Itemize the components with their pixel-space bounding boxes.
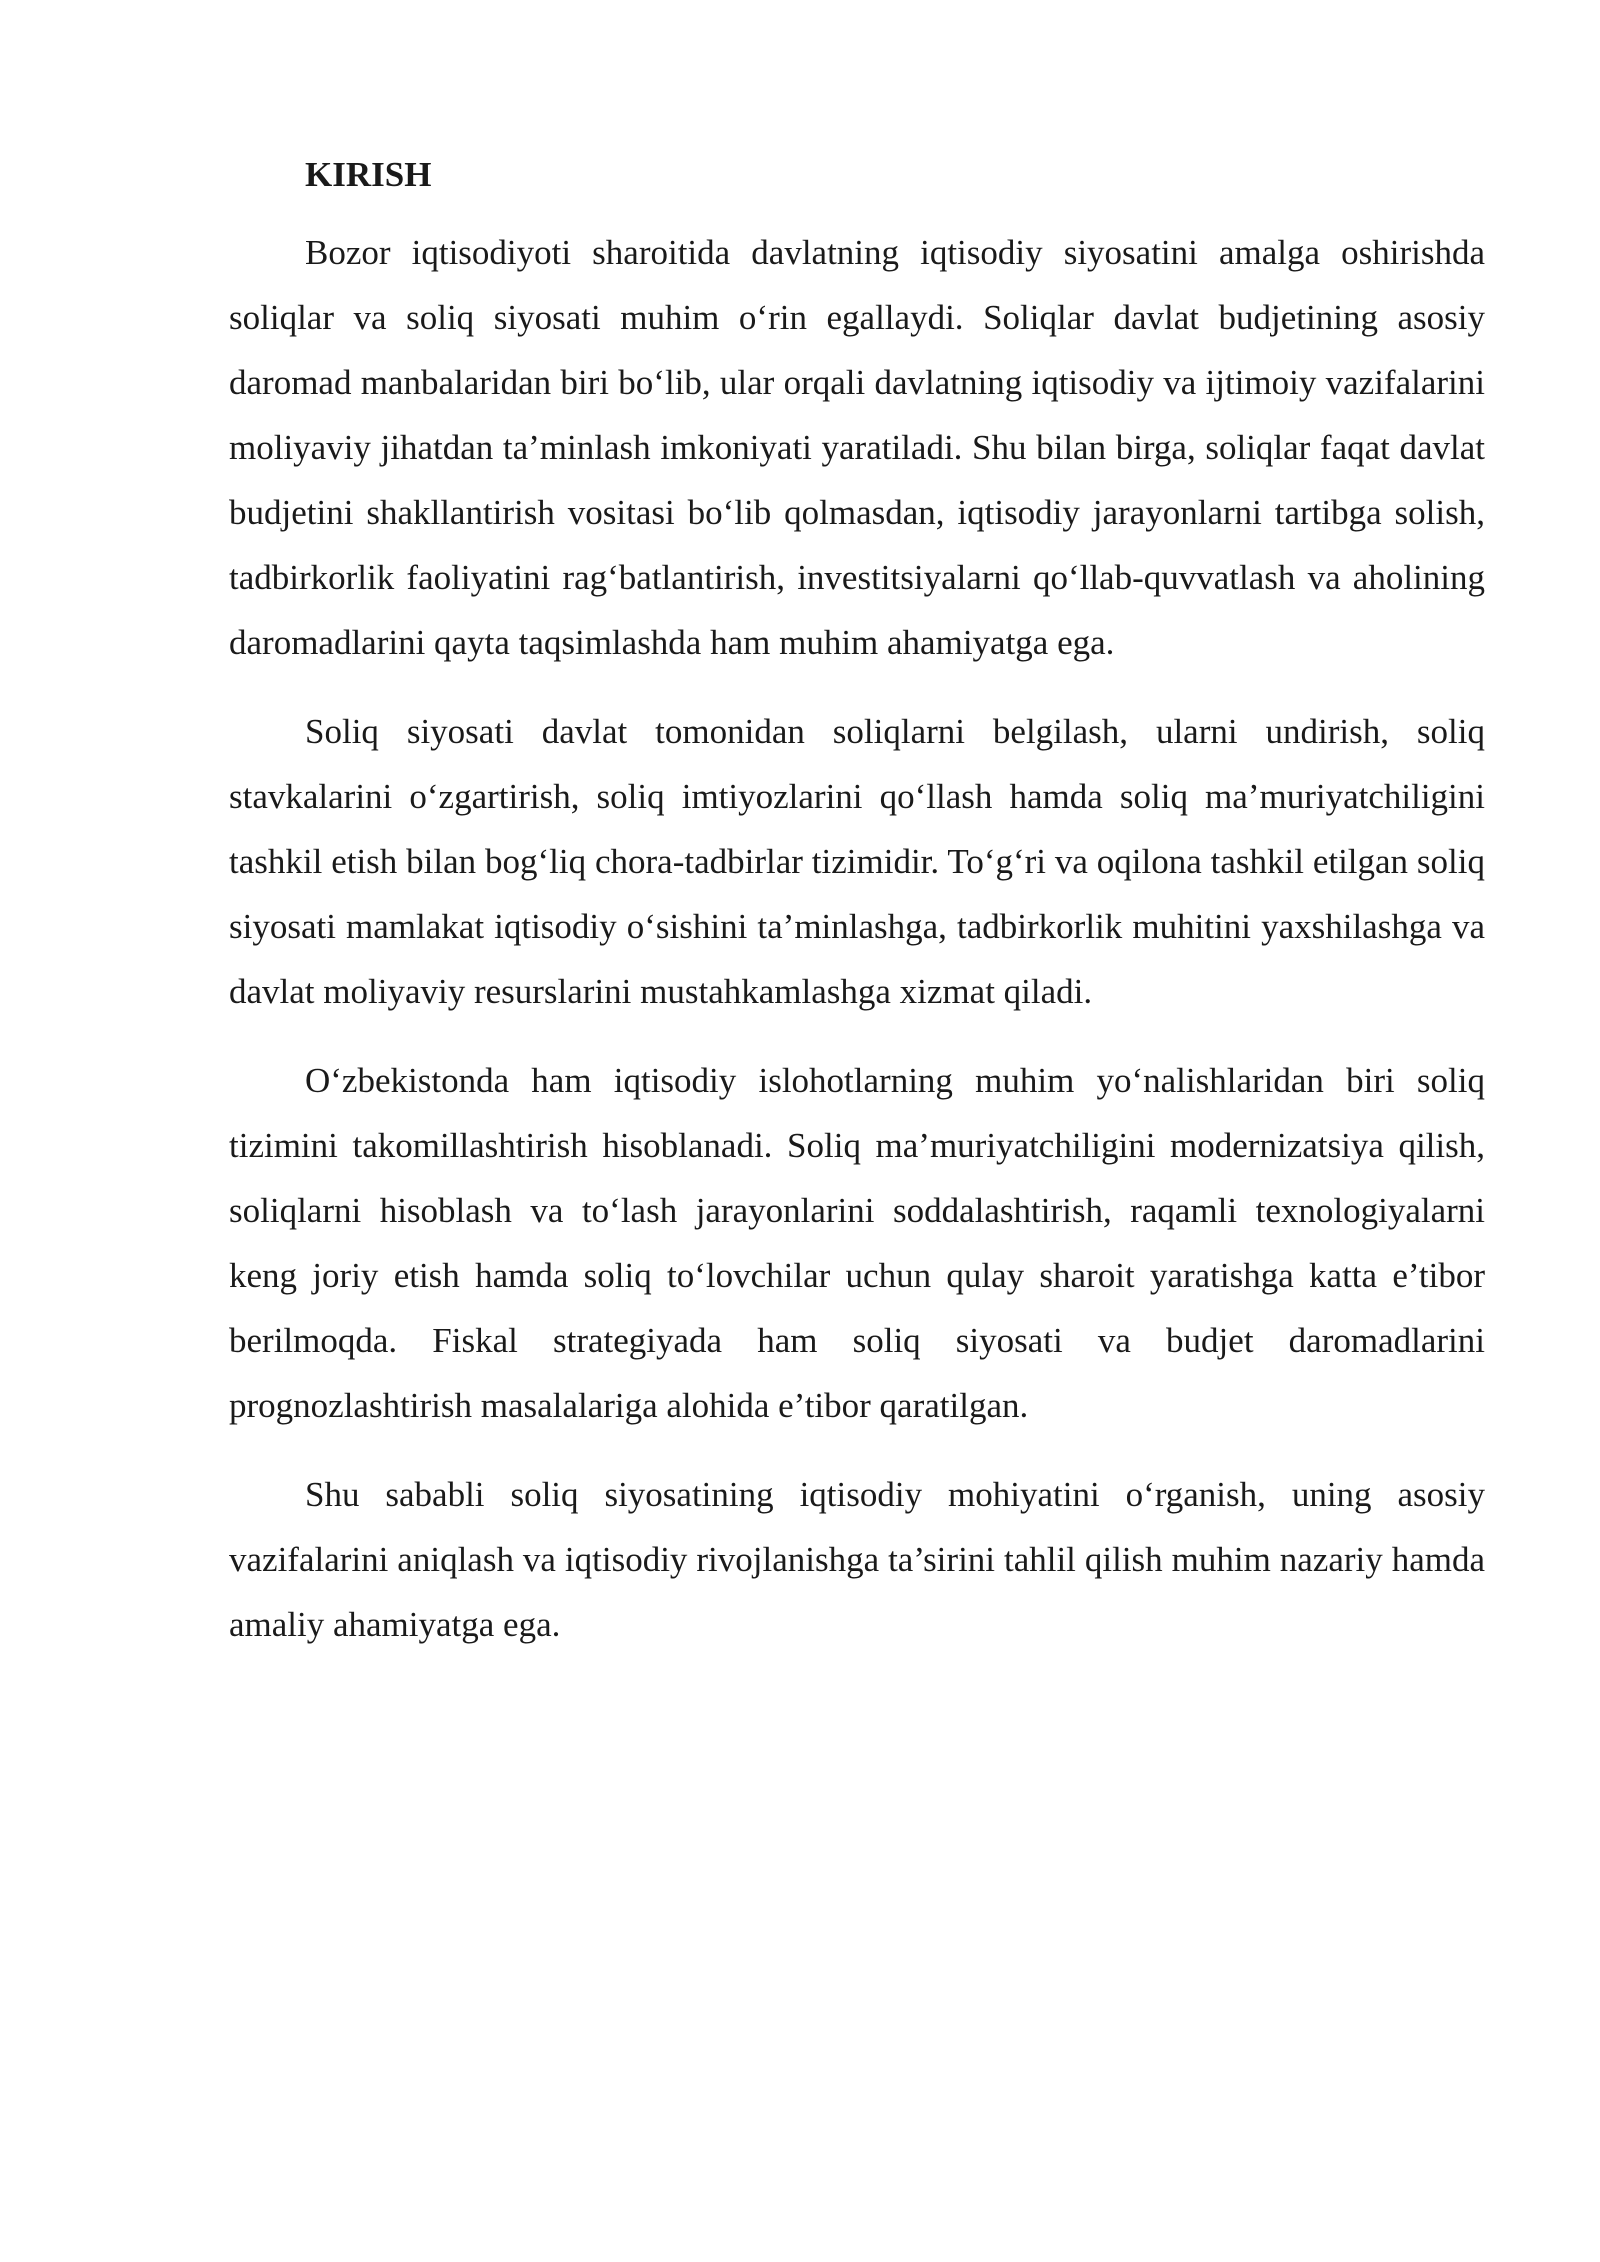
paragraph-2: Soliq siyosati davlat tomonidan soliqlarni belgilash, ularni undirish, soliq stavkalarini o‘zgartirish, soliq imtiyozlarini qo‘llash hamda soliq ma’muriyatchiligini tashkil etish bilan bog‘liq chora-tadbirlar tizimidir. To‘g‘ri va oqilona tashkil etilgan soliq siyosati mamlakat iqtisodiy o‘sishini ta’minlashga, tadbirkorlik muhitini yaxshilashga va davlat moliyaviy resurslarini mustahkamlashga xizmat qiladi. <box>229 712 1485 1011</box>
paragraph-1: Bozor iqtisodiyoti sharoitida davlatning iqtisodiy siyosatini amalga oshirishda soliqlar va soliq siyosati muhim o‘rin egallaydi. Soliqlar davlat budjetining asosiy daromad manbalaridan biri bo‘lib, ular orqali davlatning iqtisodiy va ijtimoiy vazifalarini moliyaviy jihatdan ta’minlash imkoniyati yaratiladi. Shu bilan birga, soliqlar faqat davlat budjetini shakllantirish vositasi bo‘lib qolmasdan, iqtisodiy jarayonlarni tartibga solish, tadbirkorlik faoliyatini rag‘batlantirish, investitsiyalarni qo‘llab-quvvatlash va aholining daromadlarini qayta taqsimlashda ham muhim ahamiyatga ega. <box>229 233 1485 662</box>
paragraph-3: O‘zbekistonda ham iqtisodiy islohotlarning muhim yo‘nalishlaridan biri soliq tizimini takomillashtirish hisoblanadi. Soliq ma’muriyatchiligini modernizatsiya qilish, soliqlarni hisoblash va to‘lash jarayonlarini soddalashtirish, raqamli texnologiyalarni keng joriy etish hamda soliq to‘lovchilar uchun qulay sharoit yaratishga katta e’tibor berilmoqda. Fiskal strategiyada ham soliq siyosati va budjet daromadlarini prognozlashtirish masalalariga alohida e’tibor qaratilgan. <box>229 1061 1485 1425</box>
document-body <box>229 148 1485 1681</box>
paragraph-4: Shu sababli soliq siyosatining iqtisodiy mohiyatini o‘rganish, uning asosiy vazifalarini aniqlash va iqtisodiy rivojlanishga ta’sirini tahlil qilish muhim nazariy hamda amaliy ahamiyatga ega. <box>229 1475 1485 1644</box>
section-heading: KIRISH <box>305 155 432 194</box>
